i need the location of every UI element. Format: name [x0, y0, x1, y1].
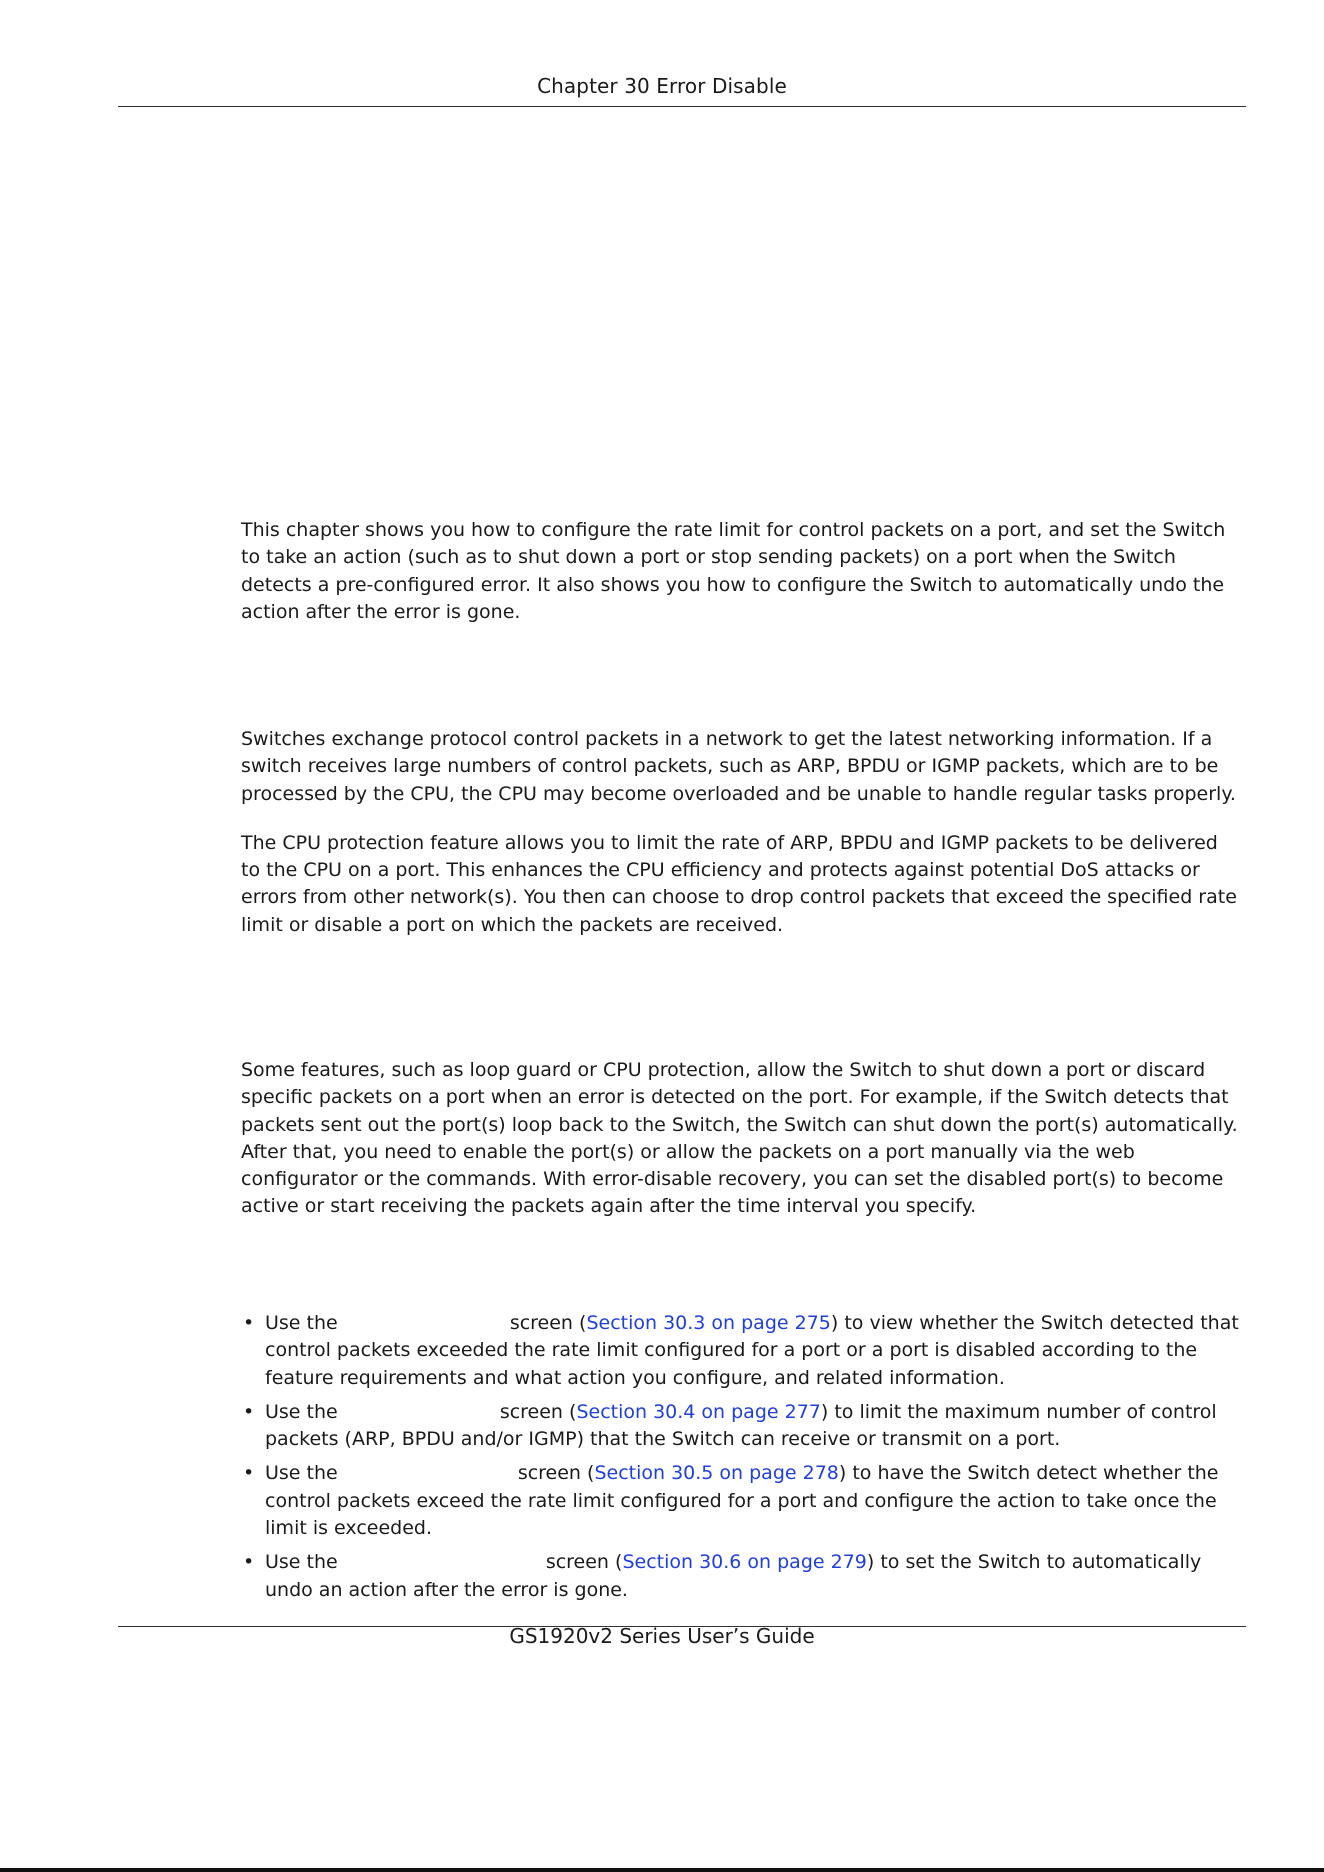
cpu-paragraph-2: The CPU protection feature allows you to limit the rate of ARP, BPDU and IGMP packets to be delivered to the CPU on a port. This enhances the CPU efficiency and protects against potential DoS attacks or errors from other network(s). You then can choose to drop control packets that exceed the specified rate limit or disable a port on which the packets are received. — [241, 831, 1237, 936]
section-link[interactable]: Section 30.5 on page 278 — [594, 1462, 839, 1485]
list-item — [241, 1310, 1241, 1392]
page-header-title: Chapter 30 Error Disable — [537, 74, 787, 98]
section-link[interactable]: Section 30.6 on page 279 — [622, 1551, 867, 1574]
list-item — [241, 1399, 1241, 1454]
list-item-text: ) to set the Switch to automatically undo an action after the error is gone. — [265, 1551, 1202, 1601]
recovery-paragraph: Some features, such as loop guard or CPU protection, allow the Switch to shut down a port or discard specific packets on a port when an error is detected on the port. For example, if the Switch detects that packets sent out the port(s) loop back to the Switch, the Switch can shut down the port(s) automatically. After that, you need to enable the port(s) or allow the packets on a port manually via the web configurator or the commands. With error-disable recovery, you can set the disabled port(s) to become active or start receiving the packets again after the time interval you specify. — [241, 1059, 1238, 1218]
list-item-prefix: Use the — [265, 1312, 338, 1334]
list-item-prefix: Use the — [265, 1551, 338, 1574]
intro-paragraph: This chapter shows you how to configure the rate limit for control packets on a port, and set the Switch to take an action (such as to shut down a port or stop sending packets) on a port when the Switch detects a pre-configured error. It also shows you how to configure the Switch to automatically undo the action after the error is gone. — [241, 519, 1226, 623]
header-rule — [118, 106, 1246, 107]
page-footer-title: GS1920v2 Series User’s Guide — [509, 1624, 815, 1648]
list-item-screen-word: screen ( — [545, 1551, 623, 1574]
list-item-screen-word: screen ( — [499, 1400, 577, 1423]
section-link[interactable]: Section 30.4 on page 277 — [576, 1400, 821, 1423]
cpu-protection-section — [241, 726, 1241, 939]
list-item — [241, 1460, 1241, 1542]
list-item-screen-word: screen ( — [509, 1312, 587, 1334]
intro-section — [241, 517, 1241, 626]
screen-overview-list — [241, 1310, 1241, 1604]
list-item-prefix: Use the — [265, 1400, 338, 1423]
cpu-paragraph-1: Switches exchange protocol control packets in a network to get the latest networking information. If a switch receives large numbers of control packets, such as ARP, BPDU or IGMP packets, which are to be processed by the CPU, the CPU may become overloaded and be unable to handle regular tasks properly. — [241, 728, 1236, 805]
list-item-screen-word: screen ( — [517, 1462, 595, 1485]
list-item-text: ) to view whether the Switch detected that control packets exceeded the rate limit configured for a port or a port is disabled according to the feature requirements and what action you configure, and related information. — [265, 1312, 1239, 1389]
overview-list-section — [241, 1310, 1241, 1611]
list-item-text: ) to have the Switch detect whether the control packets exceed the rate limit configured for a port and configure the action to take once the limit is exceeded. — [265, 1462, 1219, 1540]
bullet-icon: • — [243, 1462, 255, 1485]
scan-edge-line — [0, 1868, 1324, 1872]
error-recovery-section — [241, 1057, 1241, 1221]
bullet-icon: • — [243, 1551, 255, 1574]
bullet-icon: • — [243, 1400, 255, 1423]
list-item — [241, 1549, 1241, 1604]
list-item-text: ) to limit the maximum number of control packets (ARP, BPDU and/or IGMP) that the Switch can receive or transmit on a port. — [265, 1400, 1217, 1451]
list-item-prefix: Use the — [265, 1462, 338, 1485]
bullet-icon: • — [243, 1312, 255, 1334]
section-link[interactable]: Section 30.3 on page 275 — [586, 1312, 831, 1334]
